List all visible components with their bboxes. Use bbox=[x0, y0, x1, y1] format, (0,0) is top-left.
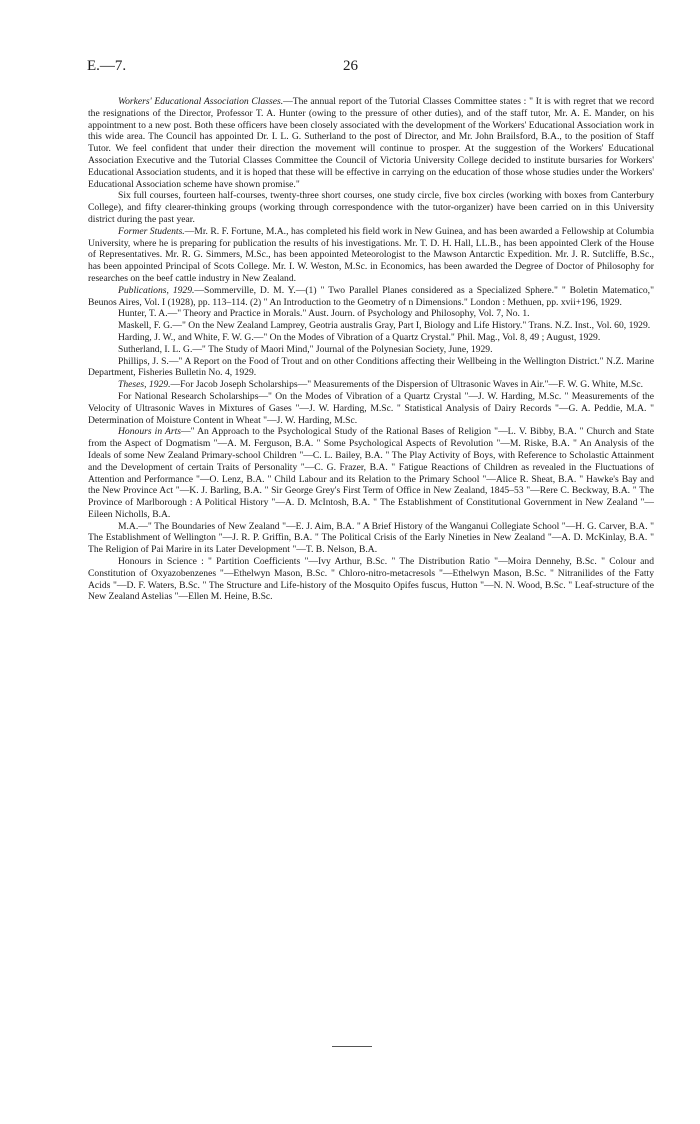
paragraph-lead: Publications, 1929. bbox=[118, 284, 195, 296]
paragraph-text: Phillips, J. S.—" A Report on the Food of Trout and on other Conditions affecting their Wellbeing in the Wellington District." N.Z. Marine Department, Fisheries Bulletin No. 4, 1929. bbox=[88, 355, 654, 379]
paragraph-research-scholarships bbox=[88, 391, 654, 426]
paragraph-text: —" An Approach to the Psychological Study of the Rational Bases of Religion "—L. V. Bibby, B.A. " Church and State from the Aspect of Dogmatism "—A. M. Ferguson, B.A. " Some Psychological Aspects of Revolution "—M. Riske, B.A. " An Analysis of the Ideals of some New Zealand Primary-school Children "—C. L. Bailey, B.A. " The Play Activity of Boys, with Reference to Scholastic Attainment and the Development of certain Traits of Personality "—C. G. Frazer, B.A. " Fatigue Reactions of Children as revealed in the Fluctuations of Attention and Performance "—O. Lenz, B.A. " Child Labour and its Relation to the Primary School "—Alice R. Sheat, B.A. " Hawke's Bay and the New Province Act "—K. J. Barling, B.A. " Sir George Grey's First Term of Office in New Zealand, 1845–53 "—Rere C. Beckway, B.A. " The Province of Marlborough : A Political History "—A. D. McIntosh, B.A. " The Establishment of Constitutional Government in New Zealand "—Eileen Nicholls, B.A. bbox=[88, 426, 654, 520]
paragraph-honours-science bbox=[88, 556, 654, 603]
paragraph-wea-classes bbox=[88, 96, 654, 190]
paragraph-text: For National Research Scholarships—" On the Modes of Vibration of a Quartz Crystal "—J. W. Harding, M.Sc. " Measurements of the Velocity of Ultrasonic Waves in Mixtures of Gases "—J. W. Harding, M.Sc. " Statistical Analysis of Dairy Records "—G. A. Peddie, M.A. " Determination of Moisture Content in Wheat "—J. W. Harding, M.Sc. bbox=[88, 390, 654, 426]
paragraph-text: Harding, J. W., and White, F. W. G.—" On the Modes of Vibration of a Quartz Crystal." Phil. Mag., Vol. 8, 49 ; August, 1929. bbox=[118, 331, 601, 343]
paragraph-publications bbox=[88, 285, 654, 309]
paragraph-text: —Sommerville, D. M. Y.—(1) " Two Parallel Planes considered as a Specialized Sphere." " Boletin Matematico," Beunos Aires, Vol. I (1928), pp. 113–114. (2) " An Introduction to the Geometry of n Dimensions." London : Methuen, pp. xvii+196, 1929. bbox=[88, 284, 654, 308]
paragraph-wea-courses bbox=[88, 190, 654, 225]
paragraph-text: Maskell, F. G.—" On the New Zealand Lamprey, Geotria australis Gray, Part I, Biology and Life History." Trans. N.Z. Inst., Vol. 60, 1929. bbox=[118, 320, 651, 332]
paragraph-lead: Honours in Arts bbox=[118, 426, 182, 438]
paragraph-honours-arts bbox=[88, 426, 654, 520]
paragraph-publication-sutherland bbox=[88, 344, 654, 356]
paragraph-text: Six full courses, fourteen half-courses, twenty-three short courses, one study circle, five box circles (working with boxes from Canterbury College), and fifty clearer-thinking groups (working through correspondence with the tutor-organizer) have been carried on in this University district during the past year. bbox=[88, 190, 654, 225]
paragraph-text: Honours in Science : " Partition Coefficients "—Ivy Arthur, B.Sc. " The Distribution Ratio "—Moira Dennehy, B.Sc. " Colour and Constitution of Oxyazobenzenes "—Ethelwyn Mason, B.Sc. " Chloro-nitro-metacresols "—Ethelwyn Mason, B.Sc. " Nitranilides of the Fatty Acids "—D. F. Waters, B.Sc. " The Structure and Life-history of the Mosquito Opifes fuscus, Hutton "—N. N. Wood, B.Sc. " Leaf-structure of the New Zealand Astelias "—Ellen M. Heine, B.Sc. bbox=[88, 556, 654, 603]
paragraph-lead: Theses, 1929. bbox=[118, 379, 171, 391]
paragraph-text: M.A.—" The Boundaries of New Zealand "—E. J. Aim, B.A. " A Brief History of the Wanganui Collegiate School "—H. G. Carver, B.A. " The Establishment of Wellington "—J. R. P. Griffin, B.A. " The Political Crisis of the Early Nineties in New Zealand "—A. D. McKinlay, B.A. " The Religion of Pai Marire in its Later Development "—T. B. Nelson, B.A. bbox=[88, 520, 654, 556]
paragraph-publication-maskell bbox=[88, 320, 654, 332]
paragraph-publication-hunter bbox=[88, 308, 654, 320]
paragraph-theses bbox=[88, 379, 654, 391]
end-divider bbox=[332, 1046, 372, 1047]
paragraph-text: —Mr. R. F. Fortune, M.A., has completed his field work in New Guinea, and has been awarded a Fellowship at Columbia University, where he is preparing for publication the results of his investigations. Mr. T. D. H. Hall, LL.B., has been appointed Clerk of the House of Representatives. Mr. R. G. Simmers, M.Sc., has been appointed Meteorologist to the Mawson Antarctic Expedition. Mr. J. R. Sutcliffe, B.Sc., has been appointed Principal of Scots College. Mr. I. W. Weston, M.Sc. in Economics, has been awarded the Degree of Doctor of Philosophy for researches on the beef cattle industry in New Zealand. bbox=[88, 225, 654, 284]
paragraph-lead: Former Students. bbox=[118, 225, 185, 237]
report-body bbox=[88, 96, 654, 603]
paragraph-lead: Workers' Educational Association Classes. bbox=[118, 96, 284, 107]
paragraph-text: Hunter, T. A.—" Theory and Practice in Morals." Aust. Journ. of Psychology and Philosophy, Vol. 7, No. 1. bbox=[118, 308, 530, 320]
paragraph-publication-phillips bbox=[88, 356, 654, 380]
report-reference: E.—7. bbox=[87, 58, 127, 74]
paragraph-text: —The annual report of the Tutorial Classes Committee states : " It is with regret that we record the resignations of the Director, Professor T. A. Hunter (owing to the pressure of other duties), and of the staff tutor, Mr. A. E. Mander, on his appointment to a new post. Both these officers have been closely associated with the development of the Workers' Educational Association work in this wide area. The Council has appointed Dr. I. L. G. Sutherland to the post of Director, and Mr. John Brailsford, B.A., to the position of Staff Tutor. We feel confident that under their direction the movement will continue to prosper. At the suggestion of the Workers' Educational Association Executive and the Tutorial Classes Committee the Council of Victoria University College decided to institute bursaries for Workers' Educational Association students, and it is hoped that these will be effective in carrying on the education of those whose studies under the Workers' Educational Association scheme have shown promise." bbox=[88, 96, 654, 190]
paragraph-ma-theses bbox=[88, 521, 654, 556]
page-number: 26 bbox=[343, 58, 358, 74]
paragraph-text: Sutherland, I. L. G.—" The Study of Maori Mind," Journal of the Polynesian Society, June, 1929. bbox=[118, 343, 493, 355]
paragraph-text: —For Jacob Joseph Scholarships—" Measurements of the Dispersion of Ultrasonic Waves in Air."—F. W. G. White, M.Sc. bbox=[170, 379, 644, 391]
paragraph-publication-harding bbox=[88, 332, 654, 344]
paragraph-former-students bbox=[88, 226, 654, 285]
